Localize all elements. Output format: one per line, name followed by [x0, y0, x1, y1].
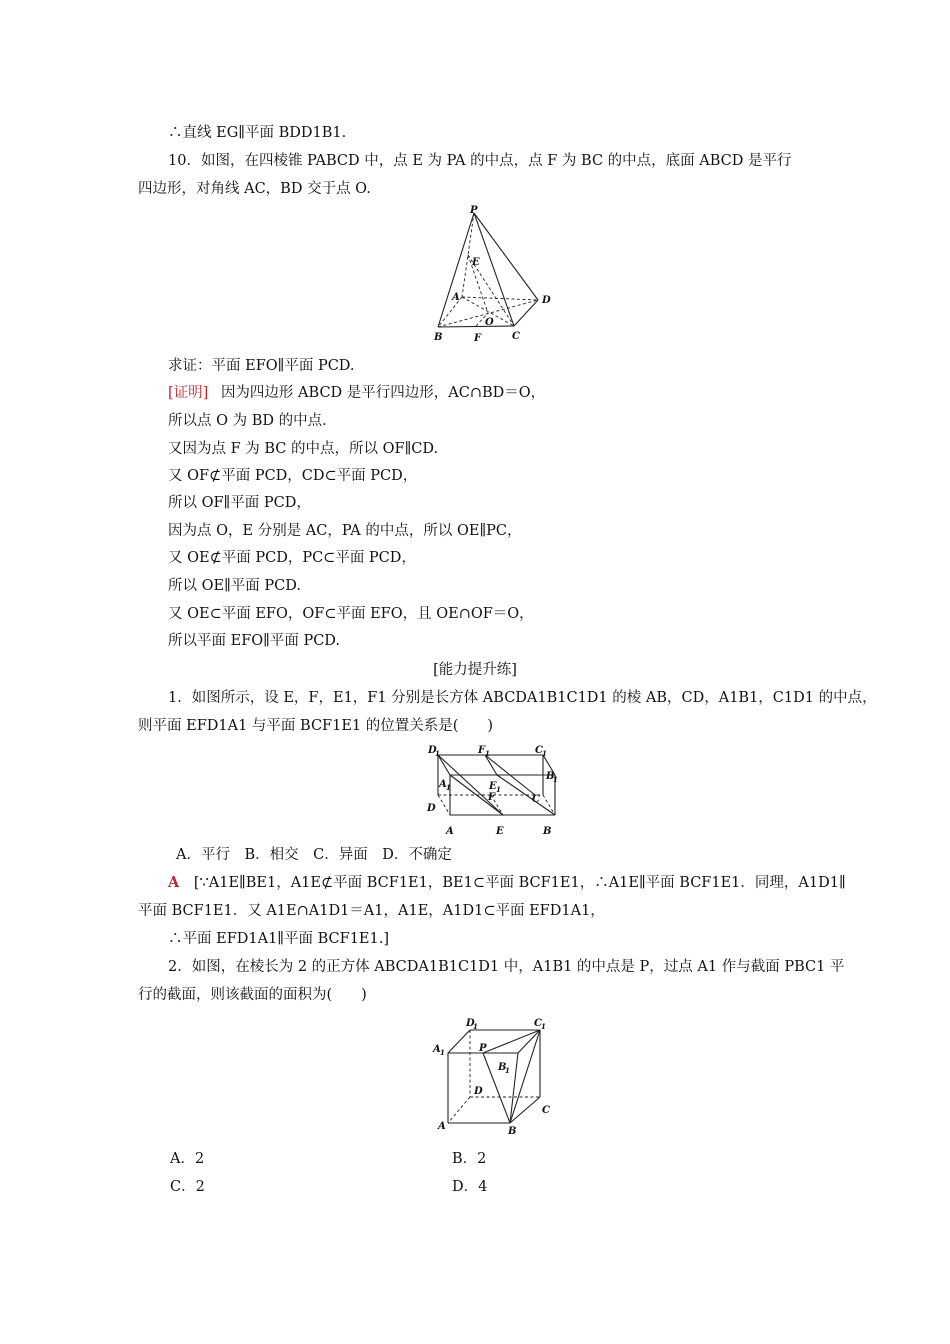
text-line — [168, 383, 545, 403]
answer-line — [168, 873, 846, 893]
label-c: C — [512, 331, 520, 342]
label-d: D — [542, 295, 551, 306]
label-d1: D — [466, 1018, 475, 1029]
label-b: B — [543, 826, 552, 837]
text-line: 所以平面 EFO∥平面 PCD. — [168, 633, 341, 649]
label-f: F — [488, 792, 496, 803]
q2-option-a: A．2 — [170, 1151, 205, 1167]
proof-tag: [证明] — [168, 385, 209, 401]
label-e: E — [496, 826, 504, 837]
label-a1: A — [433, 1044, 441, 1055]
q1-options: A．平行 B．相交 C．异面 D．不确定 — [176, 847, 452, 863]
label-b: B — [508, 1126, 517, 1137]
q2-option-c: C．2 — [170, 1179, 205, 1195]
text-line: 平面 BCF1E1．又 A1E∩A1D1＝A1，A1E，A1D1⊂平面 EFD1A1， — [138, 903, 605, 919]
label-o: O — [485, 317, 494, 328]
label-f1: F — [478, 745, 486, 756]
subscript-1: 1 — [541, 1022, 546, 1031]
label-c1: C — [534, 1018, 542, 1029]
text-line: 所以 OE∥平面 PCD. — [168, 578, 301, 594]
text-line: ∴平面 EFD1A1∥平面 BCF1E1.] — [168, 931, 389, 947]
problem-1-stem: 1．如图所示，设 E，F，E1，F1 分别是长方体 ABCDA1B1C1D1 的棱 AB，CD，A1B1，C1D1 的中点， — [168, 690, 877, 706]
subscript-1: 1 — [553, 775, 558, 784]
label-e1: E — [489, 781, 497, 792]
label-a: A — [452, 292, 460, 303]
cube-figure — [430, 1015, 555, 1140]
section-heading: [能力提升练] — [433, 662, 517, 678]
subscript-1: 1 — [496, 785, 501, 794]
subscript-1: 1 — [473, 1022, 478, 1031]
label-b1: B — [546, 771, 555, 782]
label-c: C — [542, 1105, 550, 1116]
label-a: A — [438, 1121, 446, 1132]
text-line: 又 OE⊄平面 PCD，PC⊂平面 PCD， — [168, 550, 416, 566]
problem-2-stem: 2．如图，在棱长为 2 的正方体 ABCDA1B1C1D1 中，A1B1 的中点是 P，过点 A1 作与截面 PBC1 平 — [168, 959, 845, 975]
label-c1: C — [535, 745, 543, 756]
answer-letter: A — [168, 874, 180, 891]
label-c: C — [532, 794, 540, 805]
text-line: 所以 OF∥平面 PCD， — [168, 495, 311, 511]
subscript-1: 1 — [485, 749, 490, 758]
label-d: D — [427, 803, 436, 814]
text-line: 又因为点 F 为 BC 的中点，所以 OF∥CD. — [168, 441, 439, 457]
subscript-1: 1 — [440, 1048, 445, 1057]
text-line: ∴直线 EG∥平面 BDD1B1. — [168, 125, 347, 141]
text-line: 所以点 O 为 BD 的中点． — [168, 413, 337, 429]
proof-text: 因为四边形 ABCD 是平行四边形，AC∩BD＝O， — [220, 385, 546, 401]
text-line: 因为点 O，E 分别是 AC，PA 的中点，所以 OE∥PC， — [168, 523, 522, 539]
q2-option-b: B．2 — [452, 1151, 487, 1167]
text-line: 行的截面，则该截面的面积为( ) — [138, 987, 367, 1003]
answer-text: [∵A1E∥BE1，A1E⊄平面 BCF1E1，BE1⊂平面 BCF1E1，∴A1E∥平面 BCF1E1．同理，A1D1∥ — [193, 875, 846, 891]
label-a1: A — [439, 779, 447, 790]
label-d1: D — [428, 745, 437, 756]
label-a: A — [446, 826, 454, 837]
q2-option-d: D．4 — [452, 1179, 488, 1195]
text-line: 求证：平面 EFO∥平面 PCD. — [168, 358, 355, 374]
text-line: 四边形，对角线 AC，BD 交于点 O. — [138, 181, 371, 197]
label-f: F — [474, 333, 482, 344]
text-line: 则平面 EFD1A1 与平面 BCF1E1 的位置关系是( ) — [138, 718, 494, 734]
text-line: 又 OF⊄平面 PCD，CD⊂平面 PCD， — [168, 468, 418, 484]
label-p: P — [479, 1043, 487, 1054]
label-e: E — [472, 257, 480, 268]
cuboid-figure — [425, 743, 560, 838]
label-b: B — [434, 332, 443, 343]
label-b1: B — [498, 1062, 507, 1073]
problem-10-stem: 10．如图，在四棱锥 PABCD 中，点 E 为 PA 的中点，点 F 为 BC 的中点，底面 ABCD 是平行 — [168, 153, 792, 169]
subscript-1: 1 — [435, 749, 440, 758]
label-p: P — [470, 205, 478, 216]
subscript-1: 1 — [446, 783, 451, 792]
subscript-1: 1 — [542, 749, 547, 758]
subscript-1: 1 — [505, 1066, 510, 1075]
label-d: D — [474, 1086, 483, 1097]
text-line: 又 OE⊂平面 EFO，OF⊂平面 EFO，且 OE∩OF＝O， — [168, 606, 534, 622]
pyramid-figure — [430, 205, 560, 345]
